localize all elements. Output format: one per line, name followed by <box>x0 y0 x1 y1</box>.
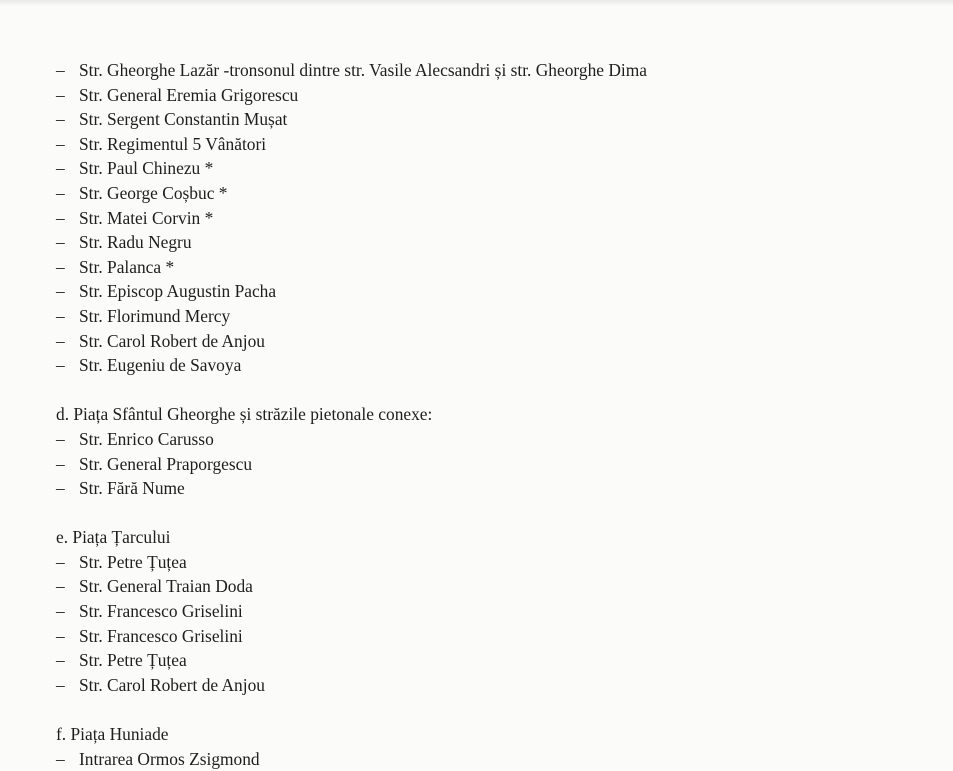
street-name: Str. Paul Chinezu * <box>79 158 214 179</box>
section-gap <box>56 697 936 722</box>
street-name: Str. Radu Negru <box>79 232 192 253</box>
street-name: Str. Sergent Constantin Mușat <box>79 109 288 130</box>
list-dash: – <box>56 232 65 253</box>
section-heading: f. Piața Huniade <box>56 724 169 745</box>
section-e <box>56 525 936 697</box>
list-dash: – <box>56 650 65 671</box>
list-dash: – <box>56 158 65 179</box>
list-item <box>56 304 936 329</box>
list-item <box>56 132 936 157</box>
street-name: Str. Petre Țuțea <box>79 650 187 671</box>
street-name: Str. Carol Robert de Anjou <box>79 674 265 695</box>
list-item <box>56 624 936 649</box>
list-item <box>56 427 936 452</box>
list-item <box>56 452 936 477</box>
street-name: Str. Francesco Griselini <box>79 625 243 646</box>
list-item <box>56 58 936 83</box>
street-name: Str. Gheorghe Lazăr -tronsonul dintre str. Vasile Alecsandri și str. Gheorghe Dima <box>79 60 647 80</box>
street-name: Str. Eugeniu de Savoya <box>79 355 242 376</box>
list-item <box>56 206 936 231</box>
street-name: Str. Palanca * <box>79 256 175 277</box>
list-dash: – <box>56 281 65 302</box>
list-dash: – <box>56 576 65 597</box>
list-item <box>56 476 936 501</box>
list-dash: – <box>56 551 65 572</box>
street-name: Str. George Coșbuc * <box>79 182 228 203</box>
list-dash: – <box>56 674 65 695</box>
section-d <box>56 402 936 500</box>
list-dash: – <box>56 207 65 228</box>
list-item <box>56 550 936 575</box>
list-dash: – <box>56 109 65 130</box>
list-item <box>56 181 936 206</box>
document-page <box>56 58 936 771</box>
street-name: Str. General Traian Doda <box>79 576 253 597</box>
street-name: Str. General Eremia Grigorescu <box>79 84 299 105</box>
street-name: Str. Florimund Mercy <box>79 305 231 326</box>
list-item <box>56 83 936 108</box>
section-gap <box>56 378 936 403</box>
list-dash: – <box>56 60 65 80</box>
list-item <box>56 673 936 698</box>
page-edge-shadow <box>0 0 953 6</box>
street-name: Intrarea Ormos Zsigmond <box>79 748 260 769</box>
list-dash: – <box>56 601 65 622</box>
list-item <box>56 156 936 181</box>
street-name: Str. Fără Nume <box>79 478 185 499</box>
street-name: Str. General Praporgescu <box>79 453 253 474</box>
street-name: Str. Matei Corvin * <box>79 207 214 228</box>
list-dash: – <box>56 256 65 277</box>
list-dash: – <box>56 182 65 203</box>
list-dash: – <box>56 84 65 105</box>
list-item <box>56 329 936 354</box>
list-item <box>56 279 936 304</box>
list-dash: – <box>56 478 65 499</box>
list-dash: – <box>56 428 65 449</box>
list-dash: – <box>56 133 65 154</box>
section-heading: d. Piața Sfântul Gheorghe și străzile pietonale conexe: <box>56 404 433 425</box>
street-name: Str. Episcop Augustin Pacha <box>79 281 277 302</box>
section-heading: e. Piața Țarcului <box>56 527 171 548</box>
section-f <box>56 722 936 771</box>
list-item <box>56 230 936 255</box>
street-list-c <box>56 58 936 378</box>
list-item <box>56 648 936 673</box>
list-dash: – <box>56 355 65 376</box>
list-item <box>56 599 936 624</box>
street-name: Str. Carol Robert de Anjou <box>79 330 265 351</box>
street-name: Str. Francesco Griselini <box>79 601 243 622</box>
list-dash: – <box>56 453 65 474</box>
list-dash: – <box>56 330 65 351</box>
list-dash: – <box>56 305 65 326</box>
list-item <box>56 353 936 378</box>
street-name: Str. Petre Țuțea <box>79 551 187 572</box>
list-item <box>56 574 936 599</box>
list-item <box>56 747 936 771</box>
street-name: Str. Regimentul 5 Vânători <box>79 133 267 154</box>
list-item <box>56 107 936 132</box>
street-name: Str. Enrico Carusso <box>79 428 214 449</box>
list-dash: – <box>56 625 65 646</box>
list-dash: – <box>56 748 65 769</box>
section-gap <box>56 501 936 526</box>
list-item <box>56 255 936 280</box>
